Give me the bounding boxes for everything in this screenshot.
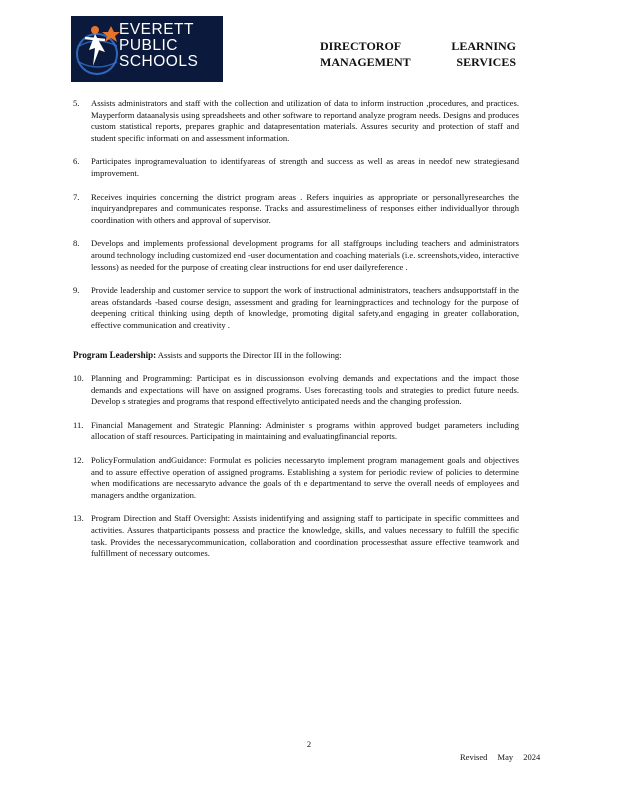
item-text: Participates inprogramevaluation to identifyareas of strength and success as well as areas in needof new strategiesand improvement. <box>91 156 519 178</box>
item-text: PolicyFormulation andGuidance: Formulat es policies necessaryto implement program management goals and objectives and to assure effective operation of assigned programs. Establishing a system for periodic review of policies to determine when modifications are necessaryto advance the goals of th e departmentand to serve the overall needs of employees and managers andthe organization. <box>91 455 519 500</box>
list-item <box>73 98 519 144</box>
document-body <box>73 98 519 572</box>
district-logo <box>71 16 223 82</box>
page-number: 2 <box>306 739 312 749</box>
section-heading <box>73 350 519 362</box>
item-text: Planning and Programming: Participat es in discussionson evolving demands and expectations and the impact those demands and expectations will have on assigned programs. Uses forecasting tools and strategies to predict future needs. Develop s strategies and programs that respond effectivelyto anticipated needs and the changing profession. <box>91 373 519 407</box>
item-number: 9. <box>73 285 80 296</box>
logo-wordmark <box>119 22 198 70</box>
document-title <box>320 38 516 70</box>
list-item <box>73 455 519 501</box>
list-item <box>73 156 519 179</box>
list-item <box>73 373 519 408</box>
logo-line-2: PUBLIC <box>119 37 178 54</box>
list-item <box>73 513 519 559</box>
list-item <box>73 420 519 443</box>
item-text: Program Direction and Staff Oversight: Assists inidentifying and assigning staff to participate in specific committees and activities. Assures thatparticipants possess and practice the knowledge, skills, and values necessary to fulfill the specific task. Provides the necessarycommunication, collaboration and coordination processesthat assure effective teamwork and fulfillment of necessary outcomes. <box>91 513 519 559</box>
item-text: Provide leadership and customer service to support the work of instructional administrators, teachers andsupportstaff in the areas ofstandards -based course design, assessment and grading for learningpractices and technology for the purpose of deepening critical thinking using depth of knowledge, promoting digital safety,and engaging in greater collaboration, effective communication and creativity . <box>91 285 519 330</box>
revision-date: Revised May 2024 <box>460 752 541 762</box>
item-number: 13. <box>73 513 84 524</box>
item-text: Develops and implements professional development programs for all staffgroups including teachers and administrators around technology including customized end -user documentation and coaching materials (i.e. screenshots,video, interactive lessons) as needed for the purpose of creating clear instructions for end user dailyreference . <box>91 238 519 272</box>
duties-list-part-1 <box>73 98 519 332</box>
list-item <box>73 285 519 331</box>
section-intro: Assists and supports the Director III in the following: <box>157 349 342 360</box>
item-number: 12. <box>73 455 84 466</box>
logo-line-1: EVERETT <box>119 21 194 38</box>
item-number: 5. <box>73 98 80 108</box>
list-item <box>73 238 519 273</box>
section-title: Program Leadership: <box>73 349 157 360</box>
item-text: Financial Management and Strategic Planning: Administer s programs within approved budget parameters including allocation of staff resources. Participating in maintaining and evaluatingfinancial reports. <box>91 419 519 442</box>
list-item <box>73 192 519 227</box>
item-number: 6. <box>73 156 80 167</box>
title-line-2: MANAGEMENT SERVICES <box>320 55 516 69</box>
duties-list-part-2 <box>73 373 519 560</box>
logo-line-3: SCHOOLS <box>119 53 199 70</box>
title-line-1: DIRECTOROF LEARNING <box>320 39 516 53</box>
item-text: Receives inquiries concerning the district program areas . Refers inquiries as appropriate or personallyresearches the inquiryandprepares and communicates response. Tracks and assurestimeliness of responses either individuallyor through coordination with others and approval of supervisor. <box>91 191 519 225</box>
item-number: 7. <box>73 191 80 202</box>
item-text: Assists administrators and staff with the collection and utilization of data to inform instruction ,procedures, and practices. Mayperform dataanalysis using spreadsheets and other software to reportand analyze program needs. Designs and produces custom statistical reports, prepares graphic and datapresentation materials. Assures security and protection of staff and student specific informati on and assessment information. <box>91 98 519 143</box>
item-number: 11. <box>73 419 84 430</box>
item-number: 10. <box>73 373 84 384</box>
item-number: 8. <box>73 238 80 249</box>
